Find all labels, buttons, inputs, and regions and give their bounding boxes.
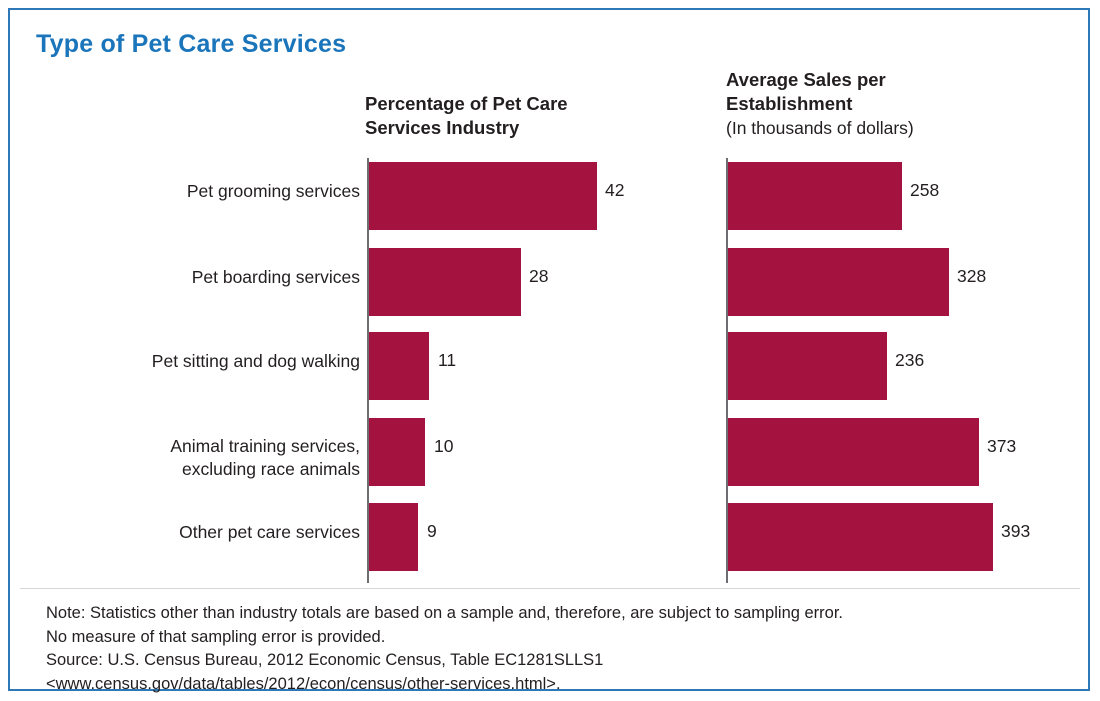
bar-right [728,418,979,486]
bar-value-left: 11 [438,350,457,370]
bar-left [369,162,597,230]
category-label-line: Pet grooming services [186,181,360,201]
chart-figure [8,8,1090,691]
bar-value-right: 373 [987,436,1017,456]
category-label-line: Pet sitting and dog walking [151,351,360,371]
page-title: Type of Pet Care Services [36,30,347,58]
chart-note [46,602,1056,696]
note-line-2: No measure of that sampling error is provided. [46,627,386,646]
left-column-heading: Percentage of Pet Care Services Industry [365,93,568,138]
bar-value-right: 258 [910,180,940,200]
bar-left [369,248,521,316]
bar-value-right: 393 [1001,521,1031,541]
bar-value-left: 42 [605,180,625,200]
bar-left [369,332,429,400]
bar-value-right: 236 [895,350,925,370]
category-label [70,180,360,203]
category-label [70,266,360,289]
bar-left [369,418,425,486]
bar-right [728,162,902,230]
category-label [70,521,360,544]
bar-value-left: 10 [434,436,454,456]
note-line-4: <www.census.gov/data/tables/2012/econ/census/other-services.html>. [46,674,561,693]
note-line-1: Note: Statistics other than industry totals are based on a sample and, therefore, are subject to sampling error. [46,604,844,622]
category-label [50,435,360,481]
bar-value-left: 9 [427,521,437,541]
category-label-line: Pet boarding services [191,267,360,287]
bar-value-left: 28 [529,266,549,286]
category-label-line: excluding race animals [181,459,360,479]
bar-right [728,332,887,400]
bar-right [728,248,949,316]
footer-divider [20,588,1080,589]
category-label [50,350,360,373]
category-label-line: Other pet care services [179,522,360,542]
right-column-heading-main: Average Sales per Establishment [726,69,886,114]
bar-right [728,503,993,571]
right-column-subheading: (In thousands of dollars) [726,118,914,138]
bar-value-right: 328 [957,266,987,286]
category-label-line: Animal training services, [170,436,360,456]
note-line-3: Source: U.S. Census Bureau, 2012 Economic Census, Table EC1281SLLS1 [46,651,604,669]
bar-left [369,503,418,571]
